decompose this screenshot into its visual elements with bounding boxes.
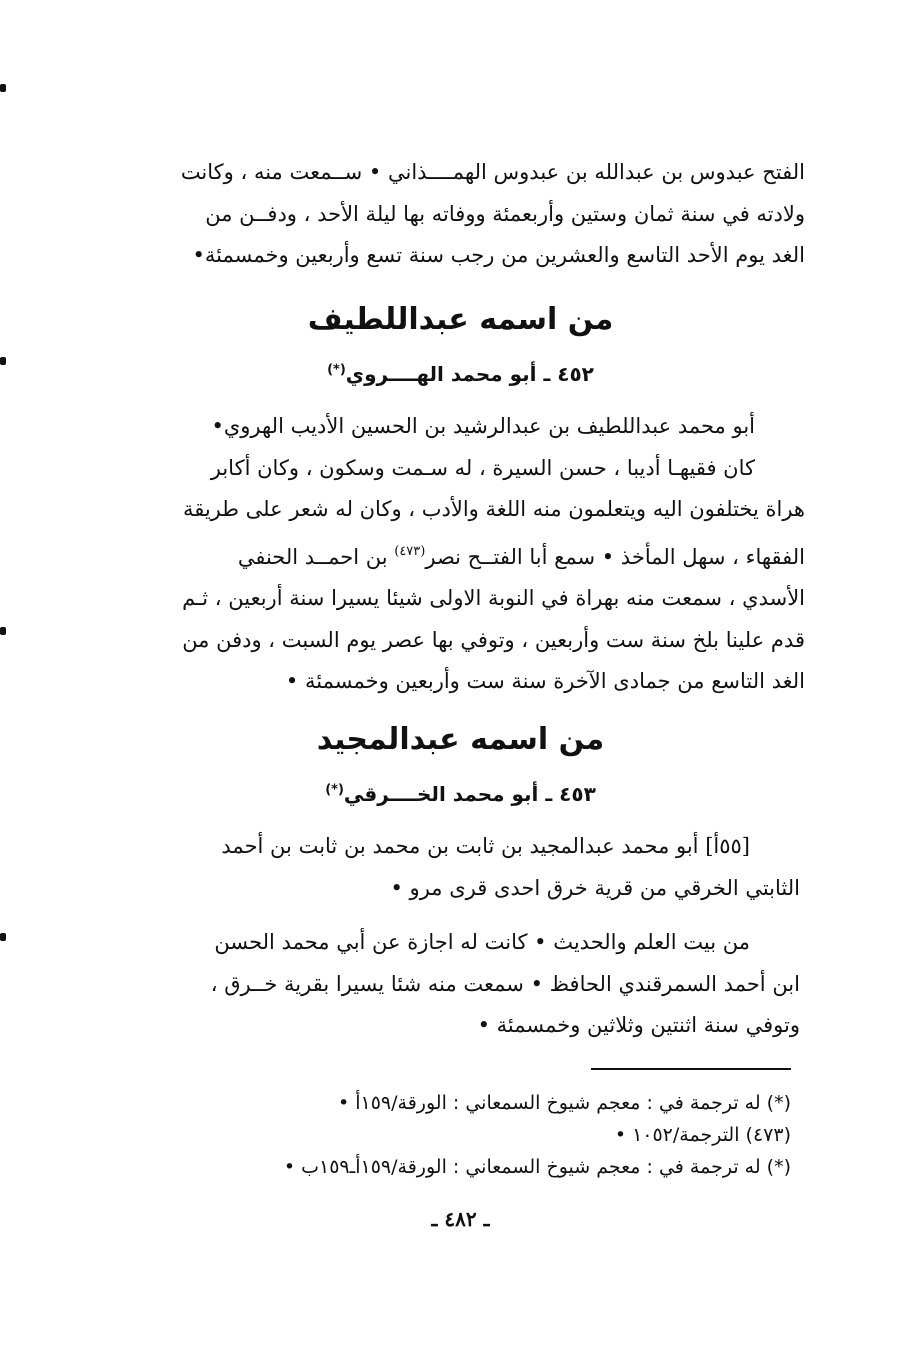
text-line: ولادته في سنة ثمان وستين وأربعمئة ووفاته بها ليلة الأحد ، ودفــن من <box>205 201 805 226</box>
section-heading-abdullatif: من اسمه عبداللطيف <box>307 302 614 337</box>
text-line: أبو محمد عبداللطيف بن عبدالرشيد بن الحسين الأديب الهروي• <box>211 414 755 438</box>
footnote-marker: (*) <box>327 362 346 378</box>
scan-edge-mark <box>0 627 6 635</box>
footnote: (*) له ترجمة في : معجم شيوخ السمعاني : الورقة/١٥٩أ • <box>337 1092 791 1114</box>
footnote: (*) له ترجمة في : معجم شيوخ السمعاني : الورقة/١٥٩أـ١٥٩ب • <box>283 1156 791 1178</box>
text-line: هراة يختلفون اليه ويتعلمون منه اللغة والأدب ، وكان له شعر على طريقة <box>182 497 805 521</box>
entry-452-paragraph <box>155 406 805 703</box>
entry-title-453 <box>0 782 921 806</box>
intro-paragraph <box>155 152 805 277</box>
text-line: [٥٥أ] أبو محمد عبدالمجيد بن ثابت بن محمد بن ثابت بن أحمد <box>221 834 750 858</box>
text-line: الفتح عبدوس بن عبدالله بن عبدوس الهمــــذاني • ســمعت منه ، وكانت <box>180 160 805 184</box>
text-line-with-reference <box>155 531 805 579</box>
text-line: من بيت العلم والحديث • كانت له اجازة عن أبي محمد الحسن <box>214 930 750 954</box>
text-line: كان فقيهـا أديبا ، حسن السيرة ، له سـمت وسكون ، وكان أكابر <box>210 455 755 480</box>
section-heading-abdulmajid: من اسمه عبدالمجيد <box>316 722 605 757</box>
text-segment: بن احمــد الحنفي <box>237 544 395 569</box>
footnote: (٤٧٣) الترجمة/١٠٥٢ • <box>614 1124 791 1146</box>
scan-edge-mark <box>0 84 6 92</box>
reference-marker: (٤٧٣) <box>394 543 426 559</box>
text-line: قدم علينا بلخ سنة ست وأربعين ، وتوفي بها عصر يوم السبت ، ودفن من <box>182 627 805 652</box>
text-line: الغد التاسع من جمادى الآخرة سنة ست وأربعين وخمسمئة • <box>285 669 805 693</box>
text-line: ابن أحمد السمرقندي الحافظ • سمعت منه شئا يسيرا بقرية خــرق ، <box>210 971 800 996</box>
scan-edge-mark <box>0 933 6 941</box>
entry-title-text: ٤٥٣ ـ أبو محمد الخــــرقي <box>343 782 596 806</box>
footnote-separator <box>591 1068 791 1070</box>
entry-title-text: ٤٥٢ ـ أبو محمد الهــــروي <box>345 362 594 386</box>
text-line: وتوفي سنة اثنتين وثلاثين وخمسمئة • <box>477 1013 800 1037</box>
entry-453-paragraph-2 <box>150 922 800 1047</box>
text-line: الغد يوم الأحد التاسع والعشرين من رجب سنة تسع وأربعين وخمسمئة• <box>192 243 805 267</box>
entry-title-452 <box>0 362 921 386</box>
text-line: الأسدي ، سمعت منه بهراة في النوبة الاولى شيئا يسيرا سنة أربعين ، ثـم <box>182 586 805 610</box>
entry-453-paragraph-1 <box>150 826 800 909</box>
footnote-marker: (*) <box>325 782 344 798</box>
text-line: الثابتي الخرقي من قرية خرق احدى قرى مرو • <box>390 875 800 900</box>
text-segment: الفقهاء ، سهل المأخذ • سمع أبا الفتــح نصر <box>425 544 805 569</box>
page-number: ـ ٤٨٢ ـ <box>431 1207 490 1231</box>
